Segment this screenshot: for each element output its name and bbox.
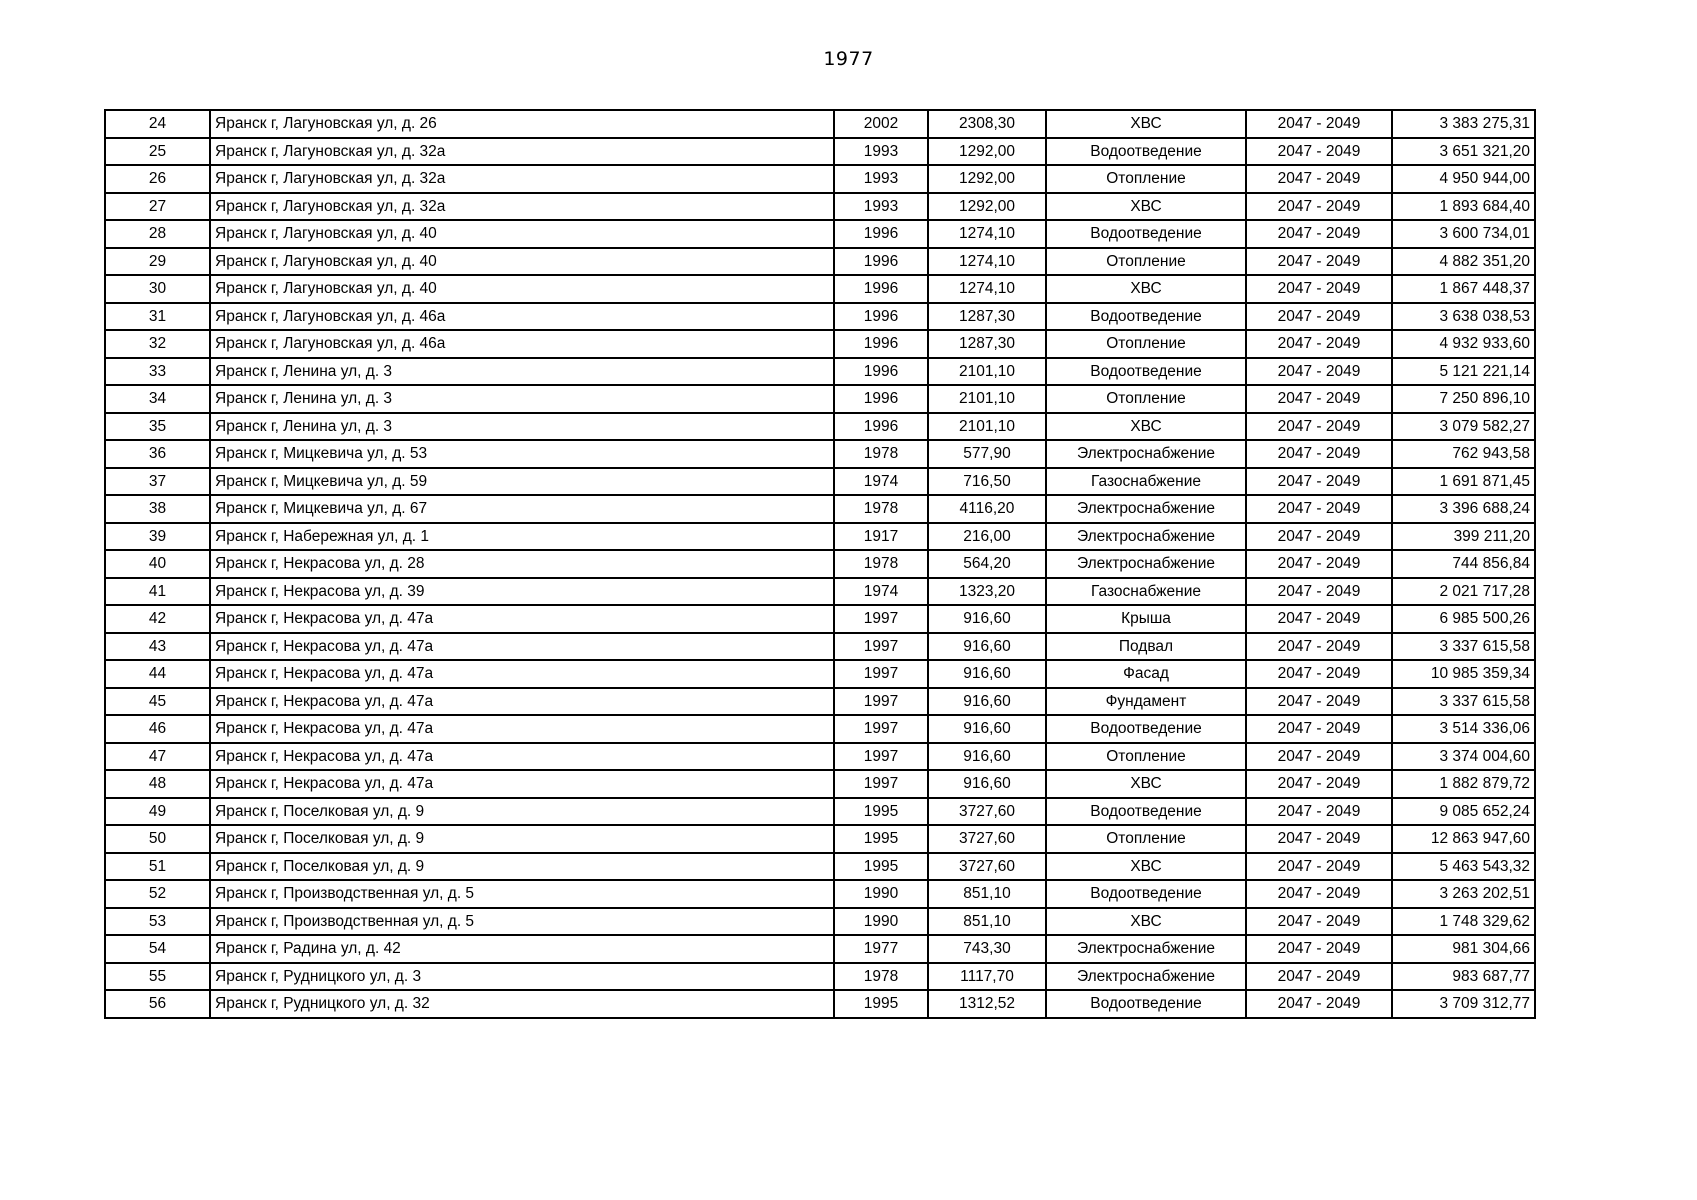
row-number-cell: 28 <box>105 220 210 248</box>
period-cell: 2047 - 2049 <box>1246 990 1392 1018</box>
address-cell: Яранск г, Некрасова ул, д. 47а <box>210 633 834 661</box>
area-cell: 2101,10 <box>928 413 1046 441</box>
work-type-cell: ХВС <box>1046 110 1246 138</box>
table-row <box>105 825 1535 853</box>
row-number-cell: 25 <box>105 138 210 166</box>
area-cell: 1292,00 <box>928 165 1046 193</box>
work-type-cell: Фундамент <box>1046 688 1246 716</box>
cost-cell: 981 304,66 <box>1392 935 1535 963</box>
address-cell: Яранск г, Рудницкого ул, д. 32 <box>210 990 834 1018</box>
row-number-cell: 39 <box>105 523 210 551</box>
table-row <box>105 743 1535 771</box>
row-number-cell: 26 <box>105 165 210 193</box>
work-type-cell: Электроснабжение <box>1046 935 1246 963</box>
area-cell: 4116,20 <box>928 495 1046 523</box>
area-cell: 1287,30 <box>928 330 1046 358</box>
address-cell: Яранск г, Ленина ул, д. 3 <box>210 385 834 413</box>
row-number-cell: 27 <box>105 193 210 221</box>
work-type-cell: Водоотведение <box>1046 303 1246 331</box>
area-cell: 1274,10 <box>928 220 1046 248</box>
table-row <box>105 303 1535 331</box>
table-row <box>105 330 1535 358</box>
table-row <box>105 688 1535 716</box>
build-year-cell: 1974 <box>834 468 928 496</box>
cost-cell: 1 748 329,62 <box>1392 908 1535 936</box>
work-type-cell: Водоотведение <box>1046 798 1246 826</box>
table-row <box>105 935 1535 963</box>
period-cell: 2047 - 2049 <box>1246 963 1392 991</box>
build-year-cell: 1978 <box>834 550 928 578</box>
area-cell: 716,50 <box>928 468 1046 496</box>
cost-cell: 744 856,84 <box>1392 550 1535 578</box>
table-row <box>105 468 1535 496</box>
build-year-cell: 1995 <box>834 798 928 826</box>
period-cell: 2047 - 2049 <box>1246 248 1392 276</box>
area-cell: 2101,10 <box>928 385 1046 413</box>
build-year-cell: 2002 <box>834 110 928 138</box>
period-cell: 2047 - 2049 <box>1246 688 1392 716</box>
table-body <box>105 110 1535 1018</box>
build-year-cell: 1995 <box>834 825 928 853</box>
row-number-cell: 24 <box>105 110 210 138</box>
cost-cell: 1 867 448,37 <box>1392 275 1535 303</box>
cost-cell: 3 337 615,58 <box>1392 688 1535 716</box>
cost-cell: 3 374 004,60 <box>1392 743 1535 771</box>
address-cell: Яранск г, Поселковая ул, д. 9 <box>210 825 834 853</box>
table-row <box>105 908 1535 936</box>
work-type-cell: ХВС <box>1046 908 1246 936</box>
work-type-cell: ХВС <box>1046 193 1246 221</box>
cost-cell: 1 882 879,72 <box>1392 770 1535 798</box>
area-cell: 2308,30 <box>928 110 1046 138</box>
address-cell: Яранск г, Лагуновская ул, д. 32а <box>210 138 834 166</box>
address-cell: Яранск г, Лагуновская ул, д. 26 <box>210 110 834 138</box>
period-cell: 2047 - 2049 <box>1246 385 1392 413</box>
area-cell: 1287,30 <box>928 303 1046 331</box>
work-type-cell: Водоотведение <box>1046 715 1246 743</box>
table-row <box>105 770 1535 798</box>
work-type-cell: Отопление <box>1046 165 1246 193</box>
build-year-cell: 1978 <box>834 963 928 991</box>
row-number-cell: 41 <box>105 578 210 606</box>
build-year-cell: 1997 <box>834 605 928 633</box>
cost-cell: 399 211,20 <box>1392 523 1535 551</box>
row-number-cell: 38 <box>105 495 210 523</box>
cost-cell: 3 079 582,27 <box>1392 413 1535 441</box>
build-year-cell: 1990 <box>834 908 928 936</box>
row-number-cell: 53 <box>105 908 210 936</box>
address-cell: Яранск г, Мицкевича ул, д. 59 <box>210 468 834 496</box>
table-row <box>105 605 1535 633</box>
area-cell: 916,60 <box>928 633 1046 661</box>
build-year-cell: 1997 <box>834 743 928 771</box>
build-year-cell: 1996 <box>834 303 928 331</box>
period-cell: 2047 - 2049 <box>1246 165 1392 193</box>
area-cell: 216,00 <box>928 523 1046 551</box>
cost-cell: 9 085 652,24 <box>1392 798 1535 826</box>
build-year-cell: 1997 <box>834 715 928 743</box>
period-cell: 2047 - 2049 <box>1246 550 1392 578</box>
work-type-cell: Крыша <box>1046 605 1246 633</box>
row-number-cell: 42 <box>105 605 210 633</box>
cost-cell: 3 263 202,51 <box>1392 880 1535 908</box>
period-cell: 2047 - 2049 <box>1246 880 1392 908</box>
work-type-cell: Электроснабжение <box>1046 550 1246 578</box>
work-type-cell: Водоотведение <box>1046 990 1246 1018</box>
period-cell: 2047 - 2049 <box>1246 770 1392 798</box>
table-row <box>105 248 1535 276</box>
build-year-cell: 1995 <box>834 853 928 881</box>
build-year-cell: 1997 <box>834 770 928 798</box>
build-year-cell: 1996 <box>834 330 928 358</box>
cost-cell: 4 882 351,20 <box>1392 248 1535 276</box>
area-cell: 1292,00 <box>928 138 1046 166</box>
address-cell: Яранск г, Некрасова ул, д. 47а <box>210 770 834 798</box>
period-cell: 2047 - 2049 <box>1246 853 1392 881</box>
work-type-cell: ХВС <box>1046 413 1246 441</box>
cost-cell: 10 985 359,34 <box>1392 660 1535 688</box>
row-number-cell: 55 <box>105 963 210 991</box>
row-number-cell: 50 <box>105 825 210 853</box>
area-cell: 3727,60 <box>928 798 1046 826</box>
table-row <box>105 440 1535 468</box>
address-cell: Яранск г, Лагуновская ул, д. 40 <box>210 220 834 248</box>
row-number-cell: 34 <box>105 385 210 413</box>
build-year-cell: 1997 <box>834 660 928 688</box>
table-row <box>105 990 1535 1018</box>
area-cell: 916,60 <box>928 688 1046 716</box>
period-cell: 2047 - 2049 <box>1246 220 1392 248</box>
work-type-cell: Подвал <box>1046 633 1246 661</box>
cost-cell: 762 943,58 <box>1392 440 1535 468</box>
period-cell: 2047 - 2049 <box>1246 633 1392 661</box>
period-cell: 2047 - 2049 <box>1246 715 1392 743</box>
area-cell: 577,90 <box>928 440 1046 468</box>
cost-cell: 3 383 275,31 <box>1392 110 1535 138</box>
row-number-cell: 43 <box>105 633 210 661</box>
build-year-cell: 1977 <box>834 935 928 963</box>
cost-cell: 4 932 933,60 <box>1392 330 1535 358</box>
build-year-cell: 1978 <box>834 440 928 468</box>
period-cell: 2047 - 2049 <box>1246 193 1392 221</box>
table-row <box>105 880 1535 908</box>
period-cell: 2047 - 2049 <box>1246 468 1392 496</box>
row-number-cell: 45 <box>105 688 210 716</box>
address-cell: Яранск г, Производственная ул, д. 5 <box>210 880 834 908</box>
row-number-cell: 46 <box>105 715 210 743</box>
build-year-cell: 1993 <box>834 193 928 221</box>
table-row <box>105 550 1535 578</box>
table-row <box>105 523 1535 551</box>
address-cell: Яранск г, Ленина ул, д. 3 <box>210 413 834 441</box>
address-cell: Яранск г, Некрасова ул, д. 47а <box>210 743 834 771</box>
build-year-cell: 1917 <box>834 523 928 551</box>
area-cell: 2101,10 <box>928 358 1046 386</box>
table-row <box>105 413 1535 441</box>
cost-cell: 5 121 221,14 <box>1392 358 1535 386</box>
address-cell: Яранск г, Мицкевича ул, д. 53 <box>210 440 834 468</box>
address-cell: Яранск г, Некрасова ул, д. 47а <box>210 605 834 633</box>
address-cell: Яранск г, Некрасова ул, д. 28 <box>210 550 834 578</box>
period-cell: 2047 - 2049 <box>1246 110 1392 138</box>
work-type-cell: Водоотведение <box>1046 880 1246 908</box>
row-number-cell: 51 <box>105 853 210 881</box>
table-row <box>105 358 1535 386</box>
cost-cell: 3 638 038,53 <box>1392 303 1535 331</box>
table-row <box>105 660 1535 688</box>
row-number-cell: 33 <box>105 358 210 386</box>
work-type-cell: Водоотведение <box>1046 220 1246 248</box>
build-year-cell: 1996 <box>834 385 928 413</box>
table-row <box>105 633 1535 661</box>
period-cell: 2047 - 2049 <box>1246 495 1392 523</box>
address-cell: Яранск г, Рудницкого ул, д. 3 <box>210 963 834 991</box>
work-type-cell: Отопление <box>1046 330 1246 358</box>
area-cell: 564,20 <box>928 550 1046 578</box>
cost-cell: 983 687,77 <box>1392 963 1535 991</box>
cost-cell: 12 863 947,60 <box>1392 825 1535 853</box>
cost-cell: 3 396 688,24 <box>1392 495 1535 523</box>
address-cell: Яранск г, Лагуновская ул, д. 46а <box>210 303 834 331</box>
table-row <box>105 963 1535 991</box>
table-row <box>105 798 1535 826</box>
build-year-cell: 1993 <box>834 138 928 166</box>
repair-schedule-table <box>104 109 1536 1019</box>
row-number-cell: 44 <box>105 660 210 688</box>
cost-cell: 3 651 321,20 <box>1392 138 1535 166</box>
build-year-cell: 1996 <box>834 248 928 276</box>
work-type-cell: Газоснабжение <box>1046 578 1246 606</box>
cost-cell: 6 985 500,26 <box>1392 605 1535 633</box>
area-cell: 1274,10 <box>928 275 1046 303</box>
cost-cell: 5 463 543,32 <box>1392 853 1535 881</box>
area-cell: 851,10 <box>928 880 1046 908</box>
cost-cell: 7 250 896,10 <box>1392 385 1535 413</box>
work-type-cell: Отопление <box>1046 385 1246 413</box>
build-year-cell: 1997 <box>834 688 928 716</box>
area-cell: 916,60 <box>928 660 1046 688</box>
cost-cell: 3 514 336,06 <box>1392 715 1535 743</box>
work-type-cell: Отопление <box>1046 248 1246 276</box>
area-cell: 1323,20 <box>928 578 1046 606</box>
cost-cell: 2 021 717,28 <box>1392 578 1535 606</box>
row-number-cell: 32 <box>105 330 210 358</box>
area-cell: 1117,70 <box>928 963 1046 991</box>
table-row <box>105 110 1535 138</box>
table-row <box>105 165 1535 193</box>
build-year-cell: 1997 <box>834 633 928 661</box>
table-row <box>105 385 1535 413</box>
area-cell: 916,60 <box>928 743 1046 771</box>
address-cell: Яранск г, Ленина ул, д. 3 <box>210 358 834 386</box>
address-cell: Яранск г, Некрасова ул, д. 47а <box>210 715 834 743</box>
row-number-cell: 35 <box>105 413 210 441</box>
build-year-cell: 1990 <box>834 880 928 908</box>
area-cell: 3727,60 <box>928 825 1046 853</box>
period-cell: 2047 - 2049 <box>1246 743 1392 771</box>
build-year-cell: 1974 <box>834 578 928 606</box>
address-cell: Яранск г, Лагуновская ул, д. 46а <box>210 330 834 358</box>
address-cell: Яранск г, Некрасова ул, д. 47а <box>210 660 834 688</box>
area-cell: 1292,00 <box>928 193 1046 221</box>
address-cell: Яранск г, Лагуновская ул, д. 32а <box>210 193 834 221</box>
area-cell: 916,60 <box>928 715 1046 743</box>
work-type-cell: Водоотведение <box>1046 358 1246 386</box>
address-cell: Яранск г, Набережная ул, д. 1 <box>210 523 834 551</box>
cost-cell: 4 950 944,00 <box>1392 165 1535 193</box>
build-year-cell: 1995 <box>834 990 928 1018</box>
area-cell: 851,10 <box>928 908 1046 936</box>
period-cell: 2047 - 2049 <box>1246 523 1392 551</box>
build-year-cell: 1996 <box>834 358 928 386</box>
address-cell: Яранск г, Некрасова ул, д. 39 <box>210 578 834 606</box>
period-cell: 2047 - 2049 <box>1246 825 1392 853</box>
cost-cell: 3 709 312,77 <box>1392 990 1535 1018</box>
cost-cell: 3 600 734,01 <box>1392 220 1535 248</box>
period-cell: 2047 - 2049 <box>1246 935 1392 963</box>
work-type-cell: Электроснабжение <box>1046 440 1246 468</box>
page-number: 1977 <box>823 48 874 70</box>
row-number-cell: 40 <box>105 550 210 578</box>
period-cell: 2047 - 2049 <box>1246 798 1392 826</box>
period-cell: 2047 - 2049 <box>1246 660 1392 688</box>
period-cell: 2047 - 2049 <box>1246 413 1392 441</box>
address-cell: Яранск г, Мицкевича ул, д. 67 <box>210 495 834 523</box>
period-cell: 2047 - 2049 <box>1246 358 1392 386</box>
area-cell: 1274,10 <box>928 248 1046 276</box>
row-number-cell: 31 <box>105 303 210 331</box>
period-cell: 2047 - 2049 <box>1246 303 1392 331</box>
period-cell: 2047 - 2049 <box>1246 138 1392 166</box>
row-number-cell: 30 <box>105 275 210 303</box>
row-number-cell: 36 <box>105 440 210 468</box>
table-row <box>105 495 1535 523</box>
period-cell: 2047 - 2049 <box>1246 908 1392 936</box>
work-type-cell: ХВС <box>1046 275 1246 303</box>
build-year-cell: 1996 <box>834 413 928 441</box>
table-row <box>105 715 1535 743</box>
period-cell: 2047 - 2049 <box>1246 440 1392 468</box>
work-type-cell: Водоотведение <box>1046 138 1246 166</box>
area-cell: 3727,60 <box>928 853 1046 881</box>
table-row <box>105 853 1535 881</box>
work-type-cell: ХВС <box>1046 853 1246 881</box>
work-type-cell: Газоснабжение <box>1046 468 1246 496</box>
row-number-cell: 52 <box>105 880 210 908</box>
row-number-cell: 47 <box>105 743 210 771</box>
area-cell: 1312,52 <box>928 990 1046 1018</box>
period-cell: 2047 - 2049 <box>1246 330 1392 358</box>
row-number-cell: 48 <box>105 770 210 798</box>
area-cell: 916,60 <box>928 770 1046 798</box>
address-cell: Яранск г, Лагуновская ул, д. 40 <box>210 275 834 303</box>
work-type-cell: Электроснабжение <box>1046 963 1246 991</box>
table-row <box>105 578 1535 606</box>
address-cell: Яранск г, Поселковая ул, д. 9 <box>210 798 834 826</box>
cost-cell: 1 691 871,45 <box>1392 468 1535 496</box>
row-number-cell: 49 <box>105 798 210 826</box>
area-cell: 916,60 <box>928 605 1046 633</box>
row-number-cell: 54 <box>105 935 210 963</box>
area-cell: 743,30 <box>928 935 1046 963</box>
build-year-cell: 1996 <box>834 275 928 303</box>
cost-cell: 3 337 615,58 <box>1392 633 1535 661</box>
address-cell: Яранск г, Лагуновская ул, д. 32а <box>210 165 834 193</box>
address-cell: Яранск г, Радина ул, д. 42 <box>210 935 834 963</box>
address-cell: Яранск г, Лагуновская ул, д. 40 <box>210 248 834 276</box>
table-row <box>105 193 1535 221</box>
row-number-cell: 56 <box>105 990 210 1018</box>
work-type-cell: Фасад <box>1046 660 1246 688</box>
period-cell: 2047 - 2049 <box>1246 578 1392 606</box>
period-cell: 2047 - 2049 <box>1246 275 1392 303</box>
address-cell: Яранск г, Некрасова ул, д. 47а <box>210 688 834 716</box>
address-cell: Яранск г, Производственная ул, д. 5 <box>210 908 834 936</box>
table-row <box>105 138 1535 166</box>
work-type-cell: Электроснабжение <box>1046 495 1246 523</box>
table-row <box>105 275 1535 303</box>
work-type-cell: ХВС <box>1046 770 1246 798</box>
address-cell: Яранск г, Поселковая ул, д. 9 <box>210 853 834 881</box>
work-type-cell: Электроснабжение <box>1046 523 1246 551</box>
build-year-cell: 1993 <box>834 165 928 193</box>
build-year-cell: 1978 <box>834 495 928 523</box>
row-number-cell: 29 <box>105 248 210 276</box>
table-row <box>105 220 1535 248</box>
build-year-cell: 1996 <box>834 220 928 248</box>
work-type-cell: Отопление <box>1046 825 1246 853</box>
row-number-cell: 37 <box>105 468 210 496</box>
work-type-cell: Отопление <box>1046 743 1246 771</box>
period-cell: 2047 - 2049 <box>1246 605 1392 633</box>
cost-cell: 1 893 684,40 <box>1392 193 1535 221</box>
